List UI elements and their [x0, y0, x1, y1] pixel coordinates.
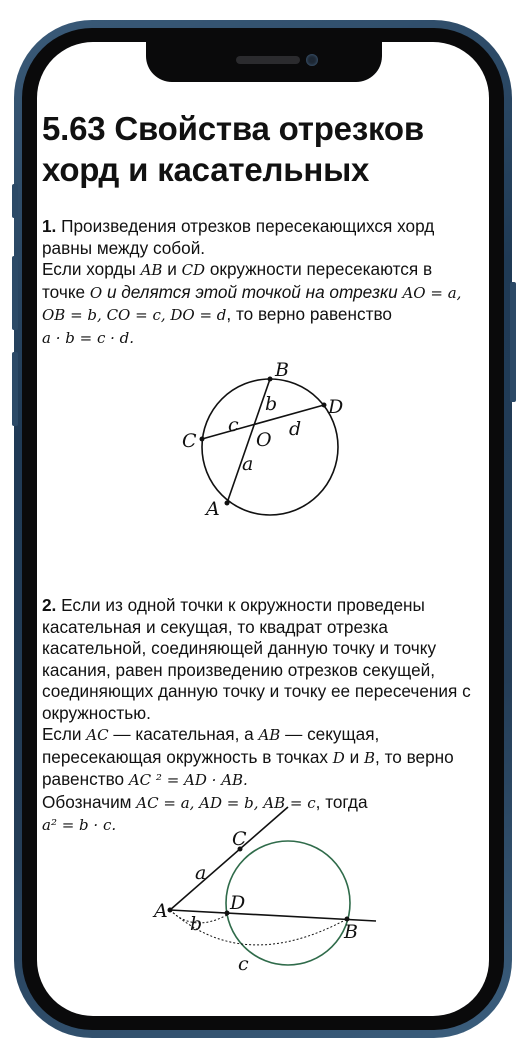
- section-2-l2e: , то верно равенство: [42, 746, 454, 789]
- formula-tangent-equality: AC ² = AD · AB.: [128, 771, 248, 789]
- label-C: C: [182, 430, 197, 452]
- text-and: и: [162, 259, 182, 279]
- label-b: b: [265, 393, 278, 415]
- section-1-line2-end: , то верно равенство: [226, 304, 392, 324]
- point-A: [225, 501, 230, 506]
- math-B: B: [363, 748, 376, 767]
- formula-chords: a · b = c · d.: [42, 328, 135, 347]
- label-A-2: A: [154, 900, 168, 922]
- section-2-text: [42, 595, 472, 837]
- section-1-line2-mid: окружности пересекаются в точке: [42, 259, 433, 302]
- section-2-statement: Если из одной точки к окружности проведены касательная и секущая, то квадрат отрезка касательной, соединяющей данную точку и точку касания, равен произведению отрезков секущей, соединяющих данную точку и точку ее пересечения с окружностью.: [42, 595, 471, 723]
- math-AB-2: AB: [258, 726, 281, 744]
- label-a-2: a: [195, 862, 207, 884]
- section-2-l2a: Если: [42, 724, 87, 744]
- section-1-line2-start: Если хорды: [42, 259, 141, 279]
- tangent-line: [170, 807, 288, 910]
- math-CD: CD: [181, 261, 206, 279]
- section-2-l2b: — касательная, а: [108, 724, 259, 744]
- section-1-statement: Произведения отрезков пересекающихся хорд равны между собой.: [42, 216, 435, 258]
- section-1-line2-italic: и делятся этой точкой на отрезки: [102, 281, 403, 302]
- math-O: O: [89, 283, 103, 302]
- label-B: B: [275, 359, 289, 381]
- section-2-l2c: — секущая, пересекающая окружность в точках: [42, 724, 380, 767]
- volume-up-button: [12, 256, 18, 330]
- volume-down-button: [12, 352, 18, 426]
- label-c: c: [228, 414, 239, 436]
- label-c-2: c: [238, 953, 249, 975]
- math-AB: AB: [140, 261, 163, 279]
- point-D-2: [225, 911, 230, 916]
- section-2-l3a: Обозначим: [42, 791, 137, 812]
- point-C: [200, 437, 205, 442]
- label-a: a: [242, 453, 254, 475]
- label-O: O: [256, 429, 272, 451]
- power-button: [510, 282, 516, 402]
- section-1-text: [42, 216, 472, 349]
- math-AC: AC: [86, 726, 109, 744]
- point-D: [322, 403, 327, 408]
- mute-switch: [12, 184, 18, 218]
- label-A: A: [206, 498, 220, 520]
- point-A-2: [168, 908, 173, 913]
- label-D-2: D: [230, 892, 246, 914]
- figure-tangent-secant: [148, 805, 388, 980]
- section-1-number: 1.: [42, 216, 57, 236]
- front-camera: [306, 54, 318, 66]
- point-B: [268, 377, 273, 382]
- section-2-number: 2.: [42, 595, 57, 615]
- label-B-2: B: [344, 921, 358, 943]
- math-D: D: [332, 748, 345, 767]
- label-d: d: [289, 418, 302, 440]
- label-b-2: b: [190, 913, 203, 935]
- math-notation: AC = a, AD = b, AB = c: [136, 793, 316, 812]
- section-2-l3b: , тогда: [315, 791, 368, 812]
- figure-intersecting-chords: [170, 355, 360, 525]
- page-title: 5.63 Свойства отрезков хорд и касательных: [42, 110, 424, 188]
- speaker-grille: [236, 56, 300, 64]
- section-2-l2d: и: [344, 746, 364, 767]
- math-eq1: AO = a,: [402, 283, 462, 302]
- math-eq2: OB = b, CO = c, DO = d: [42, 306, 227, 324]
- formula-tangent-secant: a² = b · c.: [42, 816, 117, 834]
- label-D: D: [328, 396, 344, 418]
- label-C-2: C: [232, 828, 247, 850]
